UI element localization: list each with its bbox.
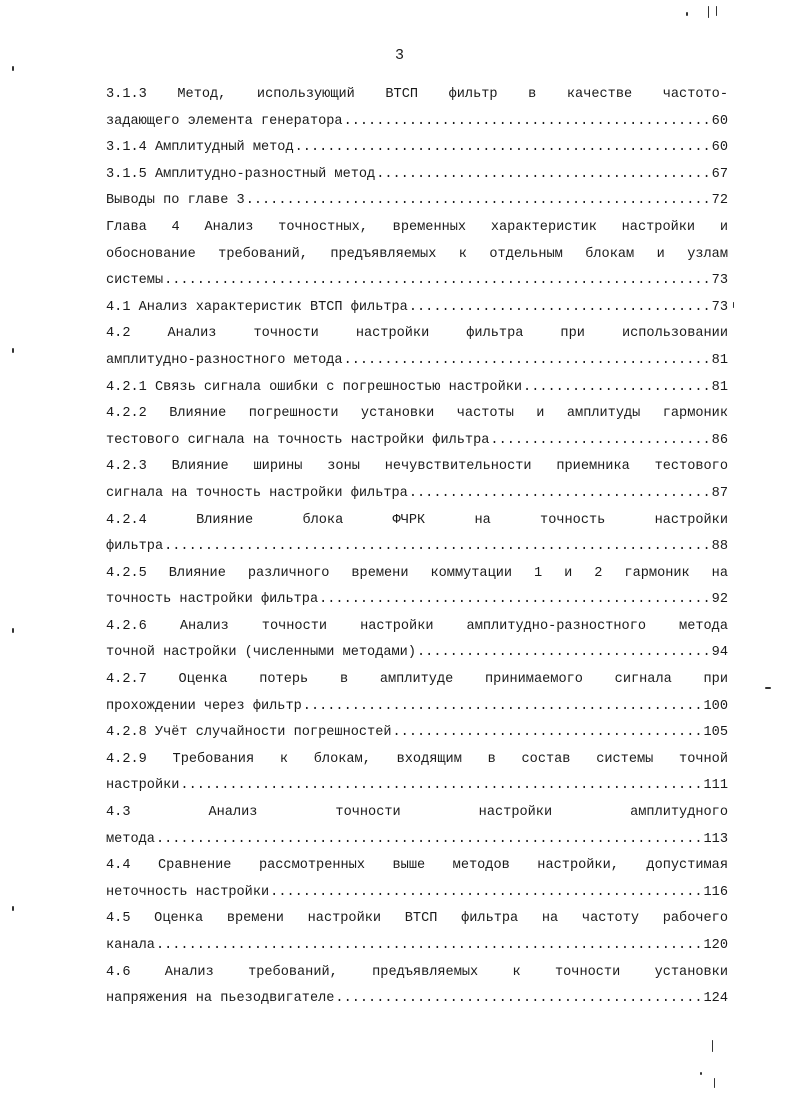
toc-entry xyxy=(106,534,728,561)
toc-entry xyxy=(106,348,728,375)
dot-leader xyxy=(164,534,711,561)
dot-leader xyxy=(180,773,702,800)
dot-leader xyxy=(156,933,703,960)
toc-entry xyxy=(106,880,728,907)
dot-leader xyxy=(393,720,703,747)
scan-speck xyxy=(716,6,717,16)
toc-entry-title: амплитудно-разностного метода xyxy=(106,352,343,368)
toc-entry xyxy=(106,933,728,960)
scan-speck xyxy=(12,66,14,71)
scan-speck xyxy=(12,906,14,911)
scan-speck xyxy=(700,1072,702,1075)
toc-page-number: 73 xyxy=(711,273,728,289)
toc-page-number: 60 xyxy=(711,113,728,129)
scan-speck xyxy=(686,12,688,16)
toc-entry-wrapped-line: 4.2.7 Оценка потерь в амплитуде принимаемого сигнала при xyxy=(106,672,728,688)
page-number: 3 xyxy=(394,47,404,64)
toc-entry-wrapped-line: 4.2.3 Влияние ширины зоны нечувствительности приемника тестового xyxy=(106,459,728,475)
toc-entry-title: 4.2.1 Связь сигнала ошибки с погрешностью настройки xyxy=(106,379,523,395)
toc-entry xyxy=(106,295,728,322)
toc-page-number: 111 xyxy=(703,778,728,794)
scan-speck xyxy=(12,628,14,633)
toc-entry-title: настройки xyxy=(106,778,180,794)
toc-entry-title: фильтра xyxy=(106,539,164,555)
toc-entry xyxy=(106,109,728,136)
toc-entry-title: задающего элемента генератора xyxy=(106,113,343,129)
toc-entry-title: метода xyxy=(106,831,155,847)
toc-page-number: 94 xyxy=(711,645,728,661)
toc-entry xyxy=(106,773,728,800)
scan-speck xyxy=(733,302,734,308)
dot-leader xyxy=(156,827,703,854)
toc-page-number: 86 xyxy=(711,432,728,448)
toc-entry-title: 3.1.5 Амплитудно-разностный метод xyxy=(106,166,376,182)
dot-leader xyxy=(246,188,711,215)
toc-page-number: 67 xyxy=(711,166,728,182)
dot-leader xyxy=(164,268,711,295)
toc-page-number: 113 xyxy=(703,831,728,847)
toc-page-number: 124 xyxy=(703,991,728,1007)
toc-entry-title: напряжения на пьезодвигателе xyxy=(106,991,335,1007)
toc-page-number: 88 xyxy=(711,539,728,555)
dot-leader xyxy=(295,135,711,162)
toc-page-number: 81 xyxy=(711,352,728,368)
toc-entry xyxy=(106,481,728,508)
scan-speck xyxy=(714,1078,715,1088)
dot-leader xyxy=(523,375,711,402)
toc-entry-wrapped-line: 4.2.2 Влияние погрешности установки частоты и амплитуды гармоник xyxy=(106,406,728,422)
toc-page-number: 72 xyxy=(711,193,728,209)
toc-page-number: 92 xyxy=(711,592,728,608)
toc-page-number: 116 xyxy=(703,884,728,900)
dot-leader xyxy=(335,986,702,1013)
toc-entry-wrapped-line: 4.2.5 Влияние различного времени коммутации 1 и 2 гармоник на xyxy=(106,565,728,581)
dot-leader xyxy=(490,428,710,455)
dot-leader xyxy=(344,348,711,375)
toc-entry xyxy=(106,720,728,747)
toc-entry-wrapped-line: 4.2.4 Влияние блока ФЧРК на точность настройки xyxy=(106,512,728,528)
dot-leader xyxy=(319,587,711,614)
toc-entry-title: точной настройки (численными методами) xyxy=(106,645,416,661)
toc-entry-wrapped-line: 4.2.9 Требования к блокам, входящим в состав системы точной xyxy=(106,751,728,767)
dot-leader xyxy=(303,694,703,721)
toc-page-number: 73 xyxy=(711,299,728,315)
toc-page-number: 105 xyxy=(703,725,728,741)
toc-entry-title: 3.1.4 Амплитудный метод xyxy=(106,140,294,156)
dot-leader xyxy=(270,880,702,907)
dot-leader xyxy=(344,109,711,136)
toc-entry-title: 4.1 Анализ характеристик ВТСП фильтра xyxy=(106,299,408,315)
toc-entry-wrapped-line: Глава 4 Анализ точностных, временных характеристик настройки и xyxy=(106,219,728,235)
toc-entry xyxy=(106,188,728,215)
toc-entry-wrapped-line: обоснование требований, предъявляемых к отдельным блокам и узлам xyxy=(106,246,728,262)
toc-entry-wrapped-line: 3.1.3 Метод, использующий ВТСП фильтр в качестве частото- xyxy=(106,87,728,102)
scan-speck xyxy=(712,1040,713,1052)
toc-page-number: 120 xyxy=(703,938,728,953)
toc-page-number: 87 xyxy=(711,485,728,501)
toc-entry xyxy=(106,640,728,667)
toc-entry-title: Выводы по главе 3 xyxy=(106,193,245,209)
toc-entry xyxy=(106,827,728,854)
table-of-contents xyxy=(106,82,728,1013)
toc-entry xyxy=(106,162,728,189)
toc-entry-title: системы xyxy=(106,273,164,289)
dot-leader xyxy=(417,640,711,667)
toc-entry xyxy=(106,986,728,1013)
toc-entry-title: канала xyxy=(106,938,155,953)
dot-leader xyxy=(409,481,711,508)
toc-entry xyxy=(106,587,728,614)
scan-speck xyxy=(765,687,771,689)
toc-entry-title: прохождении через фильтр xyxy=(106,698,302,714)
toc-entry-wrapped-line: 4.2 Анализ точности настройки фильтра при использовании xyxy=(106,326,728,342)
toc-entry-title: сигнала на точность настройки фильтра xyxy=(106,485,408,501)
toc-entry-wrapped-line: 4.6 Анализ требований, предъявляемых к точности установки xyxy=(106,964,728,980)
toc-entry-wrapped-line: 4.4 Сравнение рассмотренных выше методов настройки, допустимая xyxy=(106,858,728,874)
toc-page-number: 60 xyxy=(711,140,728,156)
toc-entry xyxy=(106,375,728,402)
toc-entry xyxy=(106,135,728,162)
toc-entry xyxy=(106,694,728,721)
toc-entry-wrapped-line: 4.5 Оценка времени настройки ВТСП фильтра на частоту рабочего xyxy=(106,911,728,927)
toc-page-number: 81 xyxy=(711,379,728,395)
toc-entry-wrapped-line: 4.2.6 Анализ точности настройки амплитудно-разностного метода xyxy=(106,618,728,634)
toc-entry-title: точность настройки фильтра xyxy=(106,592,319,608)
toc-entry-title: неточность настройки xyxy=(106,884,270,900)
toc-entry-wrapped-line: 4.3 Анализ точности настройки амплитудного xyxy=(106,805,728,821)
scan-speck xyxy=(12,348,14,353)
toc-entry xyxy=(106,268,728,295)
dot-leader xyxy=(376,162,710,189)
toc-page-number: 100 xyxy=(703,698,728,714)
scan-speck xyxy=(708,6,709,18)
toc-entry-title: 4.2.8 Учёт случайности погрешностей xyxy=(106,725,392,741)
dot-leader xyxy=(409,295,711,322)
toc-entry-title: тестового сигнала на точность настройки фильтра xyxy=(106,432,490,448)
toc-entry xyxy=(106,428,728,455)
